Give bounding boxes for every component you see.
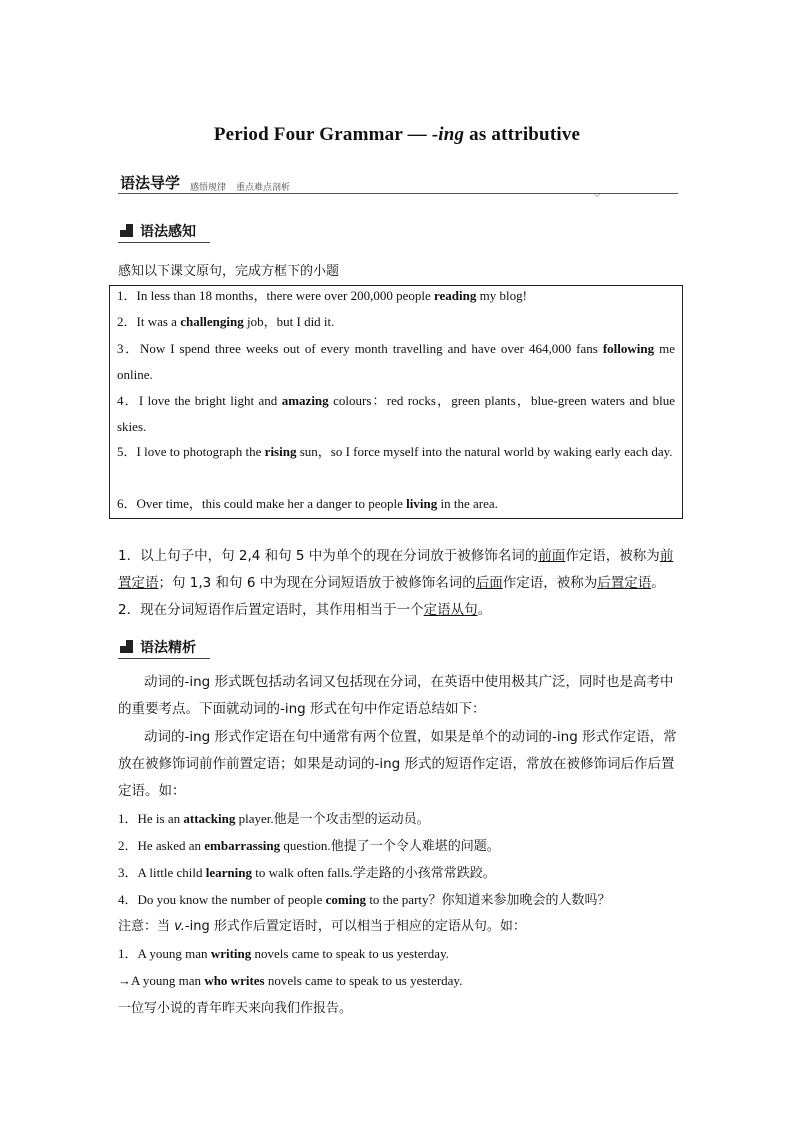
highlight-word: living <box>406 496 438 511</box>
section-heading-analysis <box>118 636 210 659</box>
example-text: 2．He asked an <box>118 838 205 853</box>
analysis-paragraph-1: 动词的-ing 形式既包括动名词又包括现在分词，在英语中使用极其广泛，同时也是高考中的重要考点。下面就动词的-ing 形式在句中作定语总结如下： <box>118 674 674 717</box>
highlight-word: learning <box>205 865 252 880</box>
answer-blank: 前置定语 <box>118 548 674 591</box>
banner-sub1: 感悟规律 <box>190 183 227 193</box>
sentence-3 <box>117 336 675 388</box>
section-heading-perception <box>118 220 210 243</box>
example-1 <box>118 805 430 833</box>
banner-notch-icon: ⌵ <box>594 190 601 199</box>
highlight-word: embarrassing <box>204 838 281 853</box>
example-text: 1．A young man <box>118 946 211 961</box>
highlight-word: challenging <box>180 314 244 329</box>
sentence-text: my blog! <box>476 288 527 303</box>
note-text: 注意：当 <box>118 919 175 934</box>
highlight-word: following <box>602 341 655 356</box>
guide-banner <box>118 172 678 198</box>
note-italic: v. <box>174 919 185 934</box>
question-text: 1．以上句子中，句 2,4 和句 5 中为单个的现在分词放于被修饰名词的 <box>118 548 539 564</box>
analysis-paragraph-2: 动词的-ing 形式作定语在句中通常有两个位置，如果是单个的动词的-ing 形式作定语，常放在被修饰词前作前置定语；如果是动词的-ing 形式的短语作定语，常放在被修饰词后作后置定语。如： <box>118 729 677 799</box>
sentence-box <box>109 285 683 519</box>
sentence-text: job，but I did it. <box>243 314 335 329</box>
highlight-word: attacking <box>183 811 236 826</box>
translation: 学走路的小孩常常跌跤。 <box>352 866 496 881</box>
question-text: 。 <box>651 575 665 591</box>
square-bullet-icon <box>120 224 133 237</box>
sentence-text: in the area. <box>437 496 498 511</box>
banner-sub2: 重点难点剖析 <box>236 183 291 193</box>
sentence-text: 1．In less than 18 months，there were over 200,000 people <box>117 288 434 303</box>
sentence-text: 2．It was a <box>117 314 181 329</box>
section-intro: 感知以下课文原句，完成方框下的小题 <box>118 264 340 279</box>
sentence-text: 6．Over time，this could make her a danger to people <box>117 496 407 511</box>
note-translation: 一位写小说的青年昨天来向我们作报告。 <box>118 1001 353 1016</box>
sentence-6 <box>117 491 675 517</box>
question-text: 2．现在分词短语作后置定语时，其作用相当于一个 <box>118 602 424 618</box>
highlight-word: reading <box>433 288 477 303</box>
example-text: novels came to speak to us yesterday. <box>264 973 463 988</box>
example-text: to the party？ <box>366 892 442 907</box>
sentence-text: colours：red rocks，green plants，blue-green waters and blue skies. <box>117 393 675 434</box>
title-prefix: Period Four Grammar — - <box>213 124 439 145</box>
question-text: 作定语，被称为 <box>565 548 660 564</box>
answer-blank: 前面 <box>538 548 566 564</box>
sentence-text: sun，so I force myself into the natural world by waking early each day. <box>296 444 673 459</box>
example-text: 3．A little child <box>118 865 206 880</box>
question-1 <box>118 543 680 597</box>
example-text: novels came to speak to us yesterday. <box>251 946 449 961</box>
example-2 <box>118 832 500 860</box>
banner-subtitle <box>190 180 290 193</box>
sentence-text: 4．I love the bright light and <box>117 393 282 408</box>
note-example-1 <box>118 940 449 967</box>
example-text: →A young man <box>118 973 205 988</box>
page-title <box>0 124 794 146</box>
answer-blank: 后面 <box>475 575 503 591</box>
sentence-text: me online. <box>117 341 675 382</box>
example-3 <box>118 859 496 887</box>
question-text: 作定语，被称为 <box>502 575 598 591</box>
sentence-5 <box>117 439 675 465</box>
section-heading-text: 语法精析 <box>140 640 196 656</box>
translation: 他提了一个令人难堪的问题。 <box>330 839 500 854</box>
note-text: -ing 形式作后置定语时，可以相当于相应的定语从句。如： <box>184 919 526 934</box>
question-text: ；句 1,3 和句 6 中为现在分词短语放于被修饰名词的 <box>158 575 476 591</box>
example-4 <box>118 886 611 914</box>
title-suffix: as attributive <box>464 124 581 145</box>
title-italic: ing <box>438 124 465 145</box>
sentence-4 <box>117 388 675 440</box>
sentence-1 <box>117 283 675 309</box>
question-2 <box>118 597 680 624</box>
example-text: question. <box>280 838 331 853</box>
example-text: 4．Do you know the number of people <box>118 892 326 907</box>
sentence-2 <box>117 309 675 335</box>
sentence-text: 5．I love to photograph the <box>117 444 265 459</box>
highlight-word: writing <box>210 946 252 961</box>
highlight-word: who writes <box>204 973 265 988</box>
note-example-2 <box>118 967 462 994</box>
note-line <box>118 913 526 940</box>
section-heading-text: 语法感知 <box>140 224 196 240</box>
example-text: player. <box>235 811 274 826</box>
example-text: 1．He is an <box>118 811 184 826</box>
example-text: to walk often falls. <box>251 865 353 880</box>
square-bullet-icon <box>120 640 133 653</box>
highlight-word: amazing <box>281 393 329 408</box>
question-text: 。 <box>477 602 492 618</box>
translation: 你知道来参加晚会的人数吗？ <box>441 893 611 908</box>
answer-blank: 后置定语 <box>597 575 652 591</box>
highlight-word: coming <box>325 892 367 907</box>
sentence-text: 3．Now I spend three weeks out of every month travelling and have over 464,000 fans <box>117 341 603 356</box>
translation: 他是一个攻击型的运动员。 <box>273 812 430 827</box>
highlight-word: rising <box>264 444 297 459</box>
banner-title: 语法导学 <box>120 174 181 192</box>
answer-blank: 定语从句 <box>423 602 478 618</box>
